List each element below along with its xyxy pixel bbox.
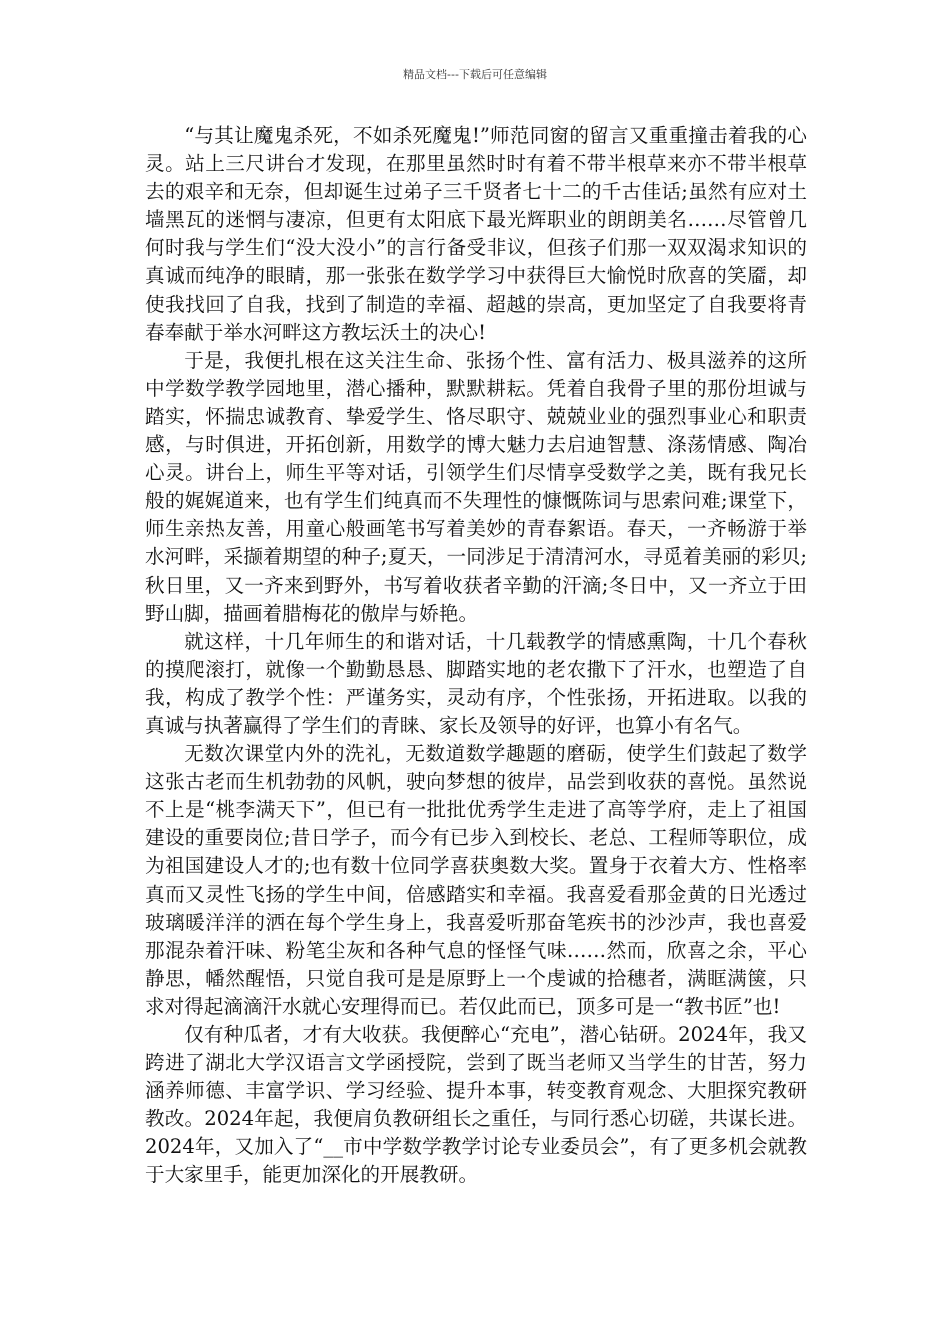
- paragraph-2: 于是，我便扎根在这关注生命、张扬个性、富有活力、极具滋养的这所中学数学教学园地里，潜心播种，默默耕耘。凭着自我骨子里的那份坦诚与踏实，怀揣忠诚教育、挚爱学生、恪尽职守、兢兢业业的强烈事业心和职责感，与时俱进，开拓创新，用数学的博大魅力去启迪智慧、涤荡情感、陶冶心灵。讲台上，师生平等对话，引领学生们尽情享受数学之美，既有我兄长般的娓娓道来，也有学生们纯真而不失理性的慷慨陈词与思索问难;课堂下，师生亲热友善，用童心般画笔书写着美妙的青春絮语。春天，一齐畅游于举水河畔，采撷着期望的种子;夏天，一同涉足于清清河水，寻觅着美丽的彩贝;秋日里，又一齐来到野外，书写着收获者辛勤的汗滴;冬日中，又一齐立于田野山脚，描画着腊梅花的傲岸与娇艳。: [145, 348, 807, 625]
- paragraph-1: “与其让魔鬼杀死，不如杀死魔鬼!”师范同窗的留言又重重撞击着我的心灵。站上三尺讲台才发现，在那里虽然时时有着不带半根草来亦不带半根草去的艰辛和无奈，但却诞生过弟子三千贤者七十二的千古佳话;虽然有应对土墙黑瓦的迷惘与凄凉，但更有太阳底下最光辉职业的朗朗美名……尽管曾几何时我与学生们“没大没小”的言行备受非议，但孩子们那一双双渴求知识的真诚而纯净的眼睛，那一张张在数学学习中获得巨大愉悦时欣喜的笑靥，却使我找回了自我，找到了制造的幸福、超越的崇高，更加坚定了自我要将青春奉献于举水河畔这方教坛沃土的决心!: [145, 124, 807, 344]
- paragraph-5: 仅有种瓜者，才有大收获。我便醉心“充电”，潜心钻研。2024年，我又跨进了湖北大学汉语言文学函授院，尝到了既当老师又当学生的甘苦，努力涵养师德、丰富学识、学习经验、提升本事，转变教育观念、大胆探究教研教改。2024年起，我便肩负教研组长之重任，与同行悉心切磋，共谋长进。2024年，又加入了“__市中学数学教学讨论专业委员会”，有了更多机会就教于大家里手，能更加深化的开展教研。: [145, 1023, 807, 1187]
- paragraph-4: 无数次课堂内外的洗礼，无数道数学趣题的磨砺，使学生们鼓起了数学这张古老而生机勃勃的风帆，驶向梦想的彼岸，品尝到收获的喜悦。虽然说不上是“桃李满天下”，但已有一批批优秀学生走进了高等学府，走上了祖国建设的重要岗位;昔日学子，而今有已步入到校长、老总、工程师等职位，成为祖国建设人才的;也有数十位同学喜获奥数大奖。置身于衣着大方、性格率真而又灵性飞扬的学生中间，倍感踏实和幸福。我喜爱看那金黄的日光透过玻璃暖洋洋的洒在每个学生身上，我喜爱听那奋笔疾书的沙沙声，我也喜爱那混杂着汗味、粉笔尘灰和各种气息的怪怪气味……然而，欣喜之余，平心静思，幡然醒悟，只觉自我可是是原野上一个虔诚的拾穗者，满眶满箧，只求对得起滴滴汗水就心安理得而已。若仅此而已，顶多可是一“教书匠”也!: [145, 742, 807, 1018]
- page-header: 精品文档---下载后可任意编辑: [403, 68, 547, 81]
- paragraph-3: 就这样，十几年师生的和谐对话，十几载教学的情感熏陶，十几个春秋的摸爬滚打，就像一个勤勤恳恳、脚踏实地的老农撒下了汗水，也塑造了自我，构成了教学个性：严谨务实，灵动有序，个性张扬，开拓进取。以我的真诚与执著赢得了学生们的青睐、家长及领导的好评，也算小有名气。: [145, 629, 807, 737]
- document-body: [145, 122, 807, 1190]
